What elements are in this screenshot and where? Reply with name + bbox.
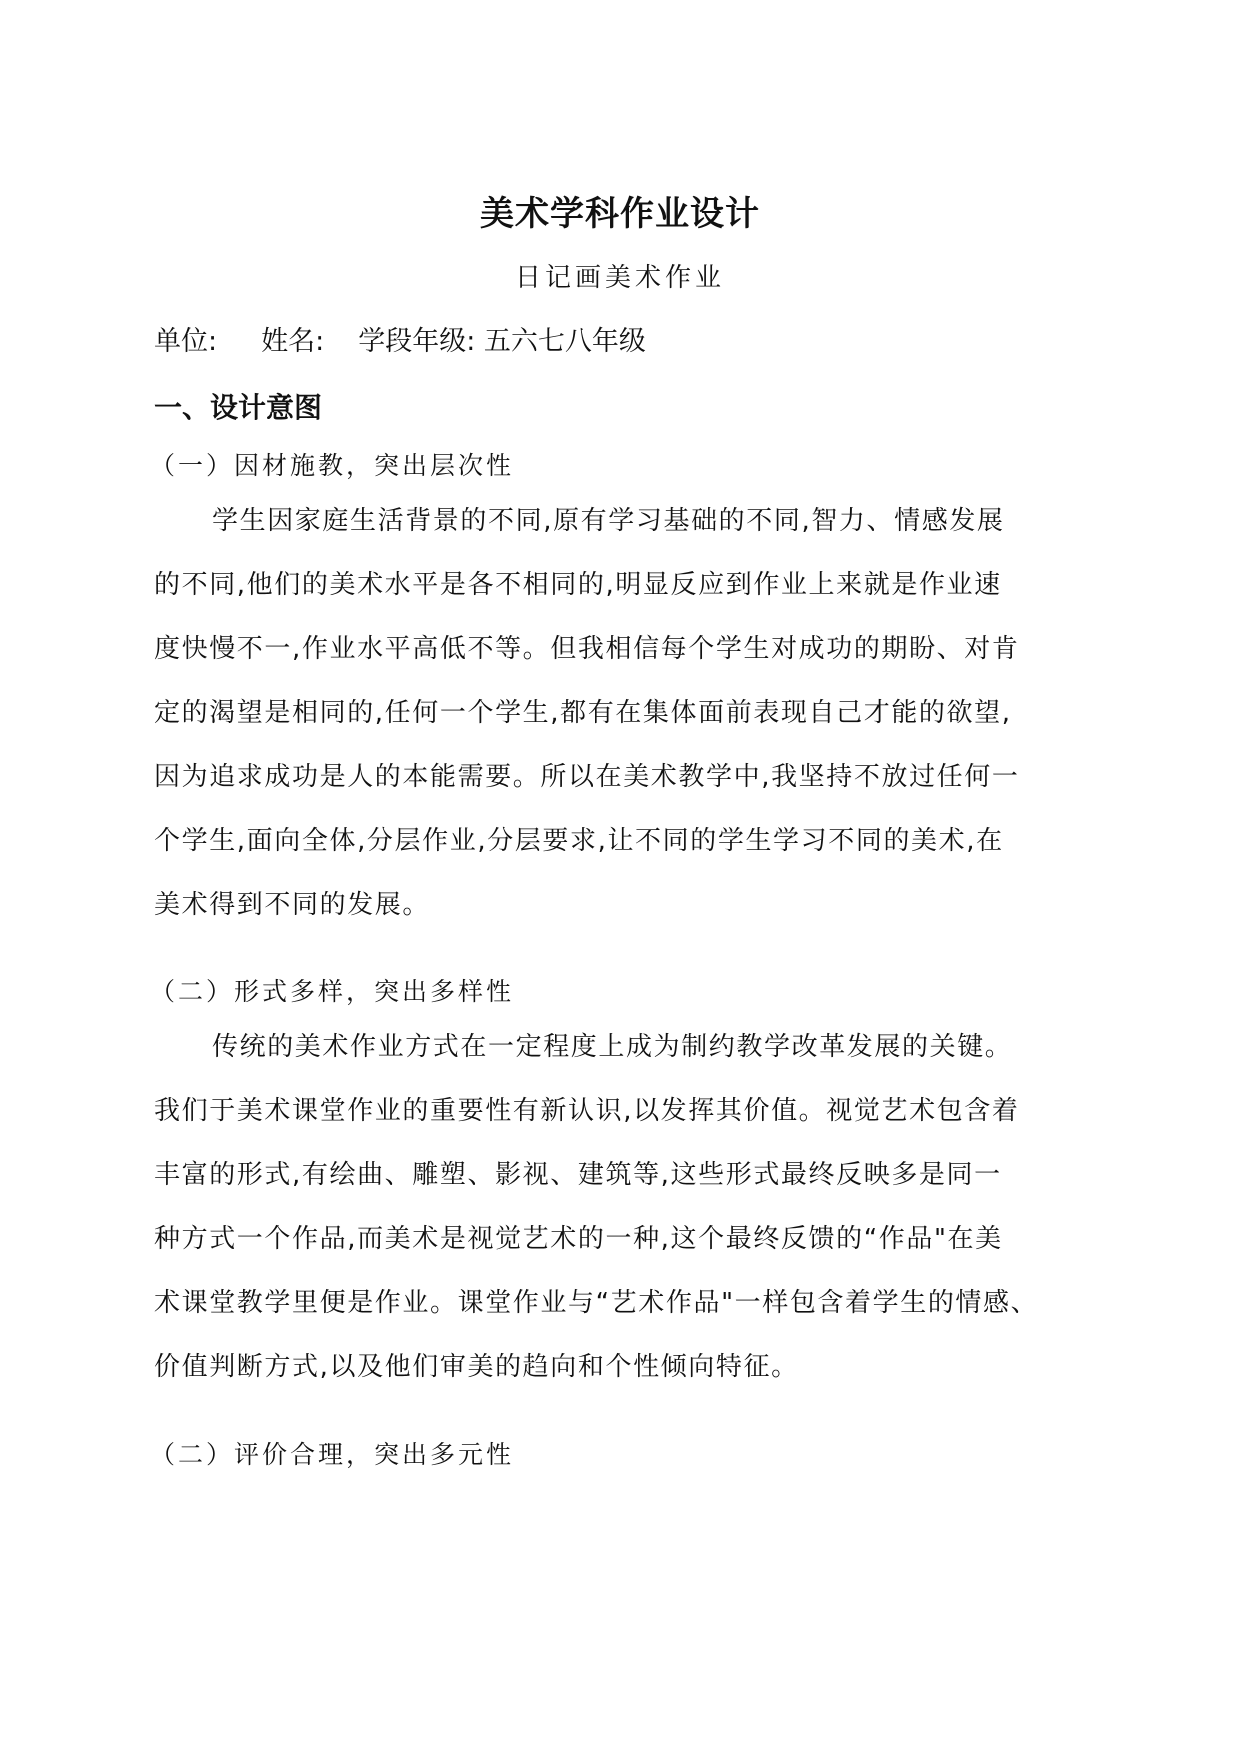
paragraph-line: 术课堂教学里便是作业。课堂作业与“艺术作品"一样包含着学生的情感、 <box>154 1288 1039 1318</box>
unit-label: 单位: <box>154 326 218 357</box>
paragraph-line: 价值判断方式,以及他们审美的趋向和个性倾向特征。 <box>154 1352 799 1382</box>
document-title: 美术学科作业设计 <box>480 194 760 234</box>
paragraph-line: 学生因家庭生活背景的不同,原有学习基础的不同,智力、情感发展 <box>212 506 1005 536</box>
paragraph-tailored-teaching <box>154 489 1084 937</box>
meta-line <box>154 322 646 362</box>
paragraph-line: 丰富的形式,有绘曲、雕塑、影视、建筑等,这些形式最终反映多是同一 <box>154 1160 1002 1190</box>
paragraph-diverse-forms <box>154 1015 1084 1399</box>
grade-label: 学段年级: 五六七八年级 <box>358 326 646 357</box>
subheading-diverse-forms: （二）形式多样，突出多样性 <box>150 977 515 1006</box>
paragraph-line: 美术得到不同的发展。 <box>154 890 431 920</box>
paragraph-line: 度快慢不一,作业水平高低不等。但我相信每个学生对成功的期盼、对肯 <box>154 634 1020 664</box>
subheading-reasonable-evaluation: （二）评价合理，突出多元性 <box>150 1440 515 1469</box>
section-heading-design-intent: 一、设计意图 <box>154 391 323 424</box>
paragraph-line: 定的渴望是相同的,任何一个学生,都有在集体面前表现自己才能的欲望, <box>154 698 1012 728</box>
paragraph-line: 因为追求成功是人的本能需要。所以在美术教学中,我坚持不放过任何一 <box>154 762 1020 792</box>
document-subtitle: 日记画美术作业 <box>514 263 725 293</box>
paragraph-line: 的不同,他们的美术水平是各不相同的,明显反应到作业上来就是作业速 <box>154 570 1002 600</box>
paragraph-line: 种方式一个作品,而美术是视觉艺术的一种,这个最终反馈的“作品"在美 <box>154 1224 1003 1254</box>
subheading-tailored-teaching: （一）因材施教，突出层次性 <box>150 451 515 480</box>
paragraph-line: 我们于美术课堂作业的重要性有新认识,以发挥其价值。视觉艺术包含着 <box>154 1096 1020 1126</box>
paragraph-line: 传统的美术作业方式在一定程度上成为制约教学改革发展的关键。 <box>212 1032 1013 1062</box>
paragraph-line: 个学生,面向全体,分层作业,分层要求,让不同的学生学习不同的美术,在 <box>154 826 1004 856</box>
name-label: 姓名: <box>261 326 325 357</box>
